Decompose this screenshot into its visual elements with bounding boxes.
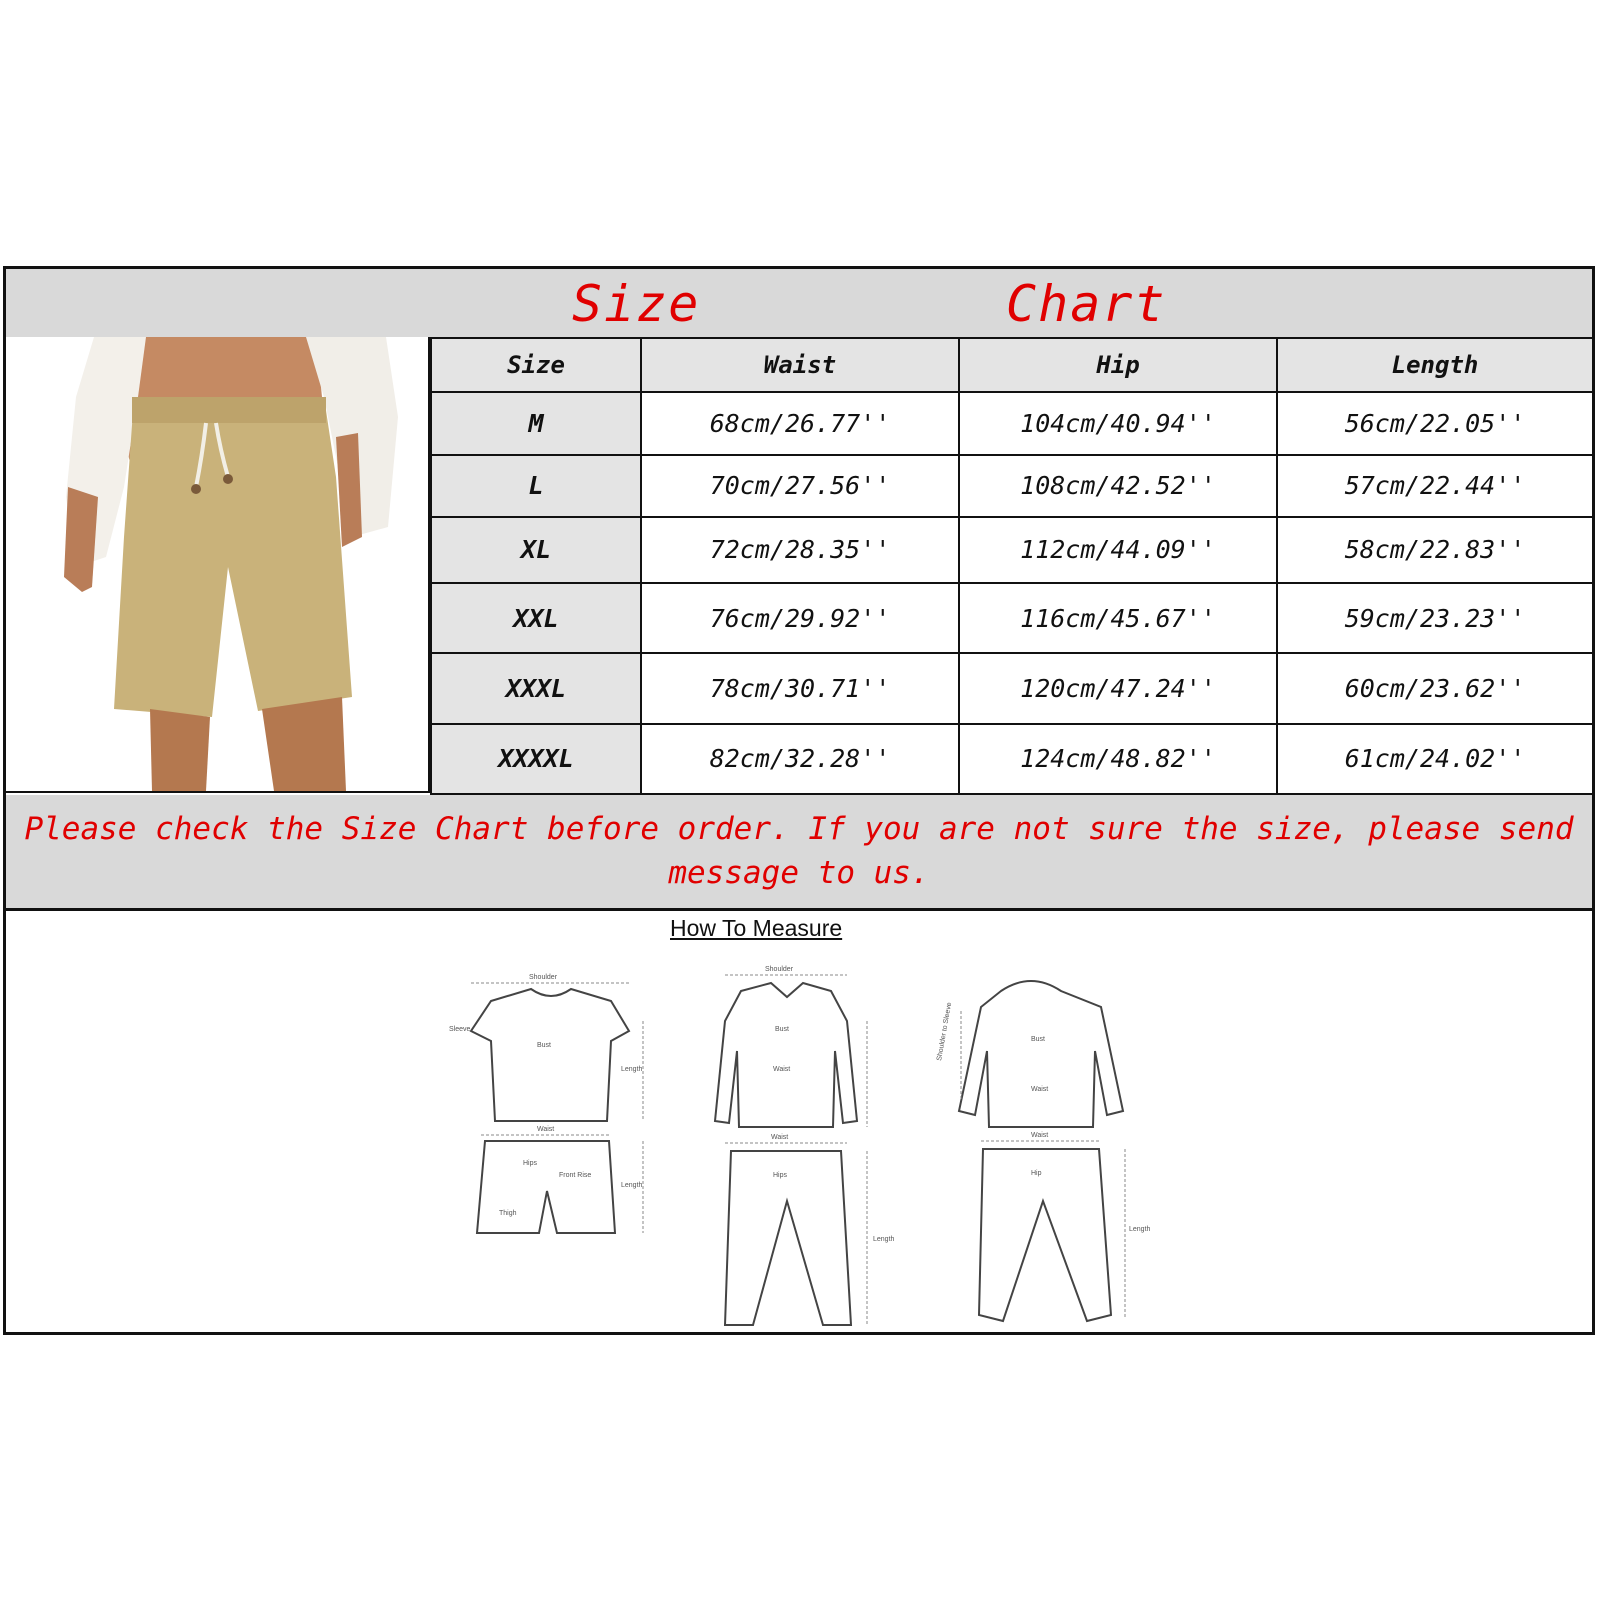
hip-cell: 124cm/48.82'' <box>959 724 1277 794</box>
length-cell: 61cm/24.02'' <box>1277 724 1593 794</box>
how-to-measure-section <box>6 911 1592 1332</box>
label-waist-shirt: Waist <box>773 1066 791 1073</box>
waist-cell: 82cm/32.28'' <box>641 724 959 794</box>
label-hips-trousers: Hips <box>773 1172 788 1179</box>
table-row <box>431 517 1593 583</box>
label-shoulder-to-sleeve: Shoulder to Sleeve <box>936 1001 954 1062</box>
label-waist-trousers: Waist <box>771 1134 789 1141</box>
hip-cell: 116cm/45.67'' <box>959 583 1277 653</box>
length-cell: 58cm/22.83'' <box>1277 517 1593 583</box>
waist-cell: 70cm/27.56'' <box>641 455 959 517</box>
label-bust: Bust <box>537 1042 552 1049</box>
table-row <box>431 583 1593 653</box>
label-waist-hoodie: Waist <box>1031 1086 1049 1093</box>
order-notice: Please check the Size Chart before order. If you are not sure the size, please send message to us. <box>6 795 1592 911</box>
label-sleeve: Sleeve <box>449 1026 471 1033</box>
hip-cell: 108cm/42.52'' <box>959 455 1277 517</box>
label-shoulder-shirt: Shoulder <box>765 966 794 973</box>
header-hip: Hip <box>959 338 1277 392</box>
title-band <box>6 269 1592 339</box>
measure-diagrams <box>411 931 1191 1331</box>
label-shoulder: Shoulder <box>529 974 558 981</box>
hip-cell: 120cm/47.24'' <box>959 653 1277 723</box>
hip-cell: 112cm/44.09'' <box>959 517 1277 583</box>
product-photo <box>6 337 430 793</box>
waist-cell: 72cm/28.35'' <box>641 517 959 583</box>
table-header-row <box>431 338 1593 392</box>
size-cell: XL <box>431 517 641 583</box>
label-thigh: Thigh <box>499 1210 517 1217</box>
length-cell: 59cm/23.23'' <box>1277 583 1593 653</box>
size-cell: XXL <box>431 583 641 653</box>
length-cell: 57cm/22.44'' <box>1277 455 1593 517</box>
table-row <box>431 653 1593 723</box>
size-cell: L <box>431 455 641 517</box>
label-front-rise: Front Rise <box>559 1172 592 1179</box>
trousers-outline <box>725 1151 851 1325</box>
size-chart-frame <box>3 266 1595 1335</box>
label-hip-joggers: Hip <box>1031 1170 1042 1177</box>
shirt-outline <box>715 983 857 1127</box>
waist-cell: 76cm/29.92'' <box>641 583 959 653</box>
label-length-trousers: Length <box>873 1236 895 1243</box>
table-row <box>431 455 1593 517</box>
shorts-outline <box>477 1141 615 1233</box>
label-bust-shirt: Bust <box>775 1026 790 1033</box>
title-word-chart: Chart <box>1006 275 1167 333</box>
header-size: Size <box>431 338 641 392</box>
header-waist: Waist <box>641 338 959 392</box>
label-waist-joggers: Waist <box>1031 1132 1049 1139</box>
size-table <box>430 337 1594 795</box>
header-length: Length <box>1277 338 1593 392</box>
table-row <box>431 724 1593 794</box>
label-waist-shorts: Waist <box>537 1126 555 1133</box>
hip-cell: 104cm/40.94'' <box>959 392 1277 454</box>
size-cell: M <box>431 392 641 454</box>
waist-cell: 78cm/30.71'' <box>641 653 959 723</box>
length-cell: 60cm/23.62'' <box>1277 653 1593 723</box>
tshirt-outline <box>471 989 629 1121</box>
label-hips-shorts: Hips <box>523 1160 538 1167</box>
label-length-joggers: Length <box>1129 1226 1151 1233</box>
label-bust-hoodie: Bust <box>1031 1036 1046 1043</box>
how-to-measure-title: How To Measure <box>670 915 843 941</box>
label-length-shorts: Length <box>621 1182 643 1189</box>
title-word-size: Size <box>572 275 701 333</box>
waist-cell: 68cm/26.77'' <box>641 392 959 454</box>
size-cell: XXXXL <box>431 724 641 794</box>
hoodie-outline <box>959 981 1123 1127</box>
label-length-tshirt: Length <box>621 1066 643 1073</box>
length-cell: 56cm/22.05'' <box>1277 392 1593 454</box>
joggers-outline <box>979 1149 1111 1321</box>
size-cell: XXXL <box>431 653 641 723</box>
table-row <box>431 392 1593 454</box>
